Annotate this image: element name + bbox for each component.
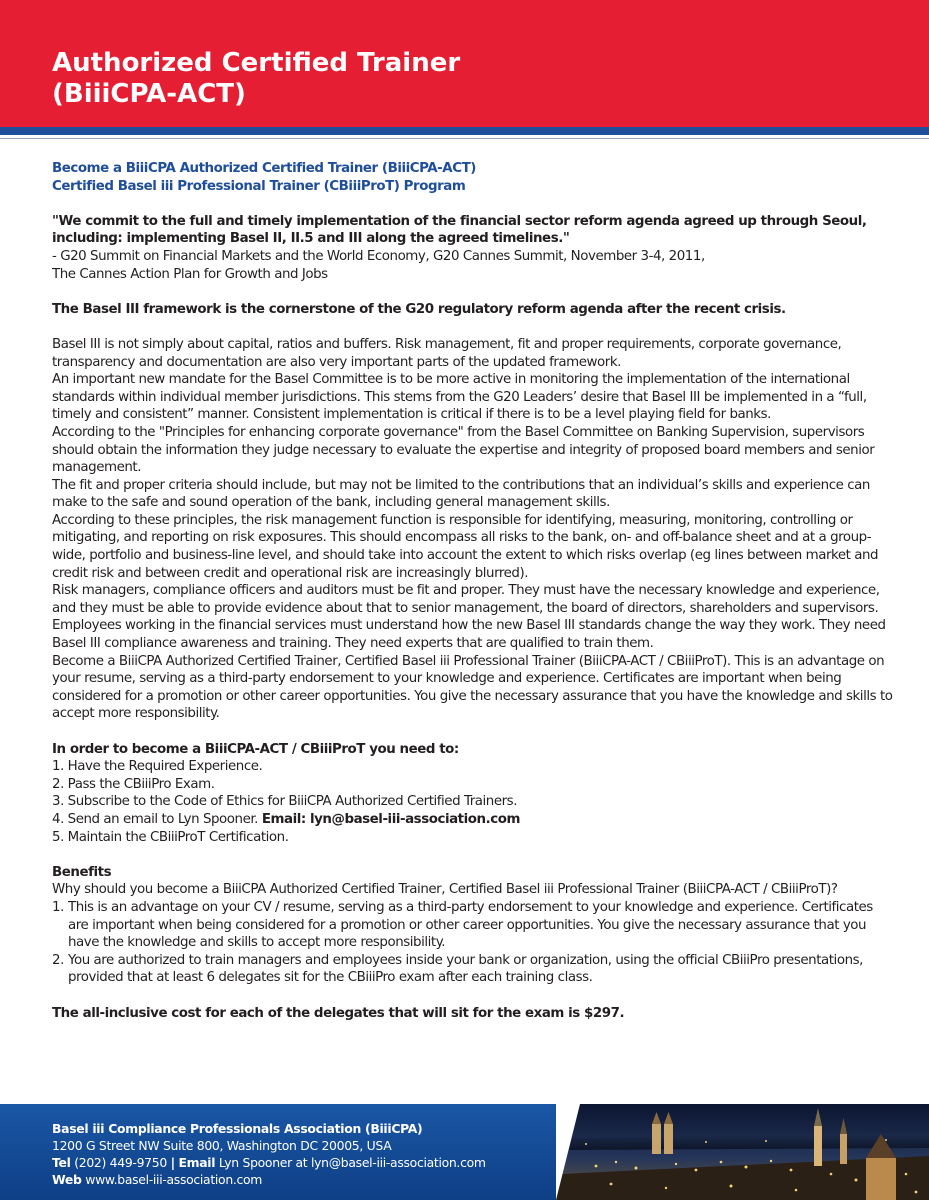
body-paragraph-2: An important new mandate for the Basel Committee is to be more active in monitoring the implementation of the international standards within individual member jurisdictions. This stems from the G20 Leaders’ desire that Basel III be implemented in a “full, timely and consistent” manner. Consistent implementation is critical if there is to be a level playing field for banks. xyxy=(52,372,867,423)
requirement-item: 1. Have the Required Experience. xyxy=(52,759,263,775)
header-banner xyxy=(0,0,929,127)
program-heading-line-1: Become a BiiiCPA Authorized Certified Trainer (BiiiCPA-ACT) xyxy=(52,161,476,176)
quote-source-line-1: - G20 Summit on Financial Markets and the World Economy, G20 Cannes Summit, November 3-4, 2011, xyxy=(52,248,705,264)
benefits-question: Why should you become a BiiiCPA Authorized Certified Trainer, Certified Basel iii Professional Trainer (BiiiCPA-ACT / CBiiiProT)? xyxy=(52,882,838,898)
city-night-photo xyxy=(556,1104,929,1200)
header-gray-rule xyxy=(0,138,929,139)
requirement-item: 2. Pass the CBiiiPro Exam. xyxy=(52,776,215,792)
footer-website-link[interactable]: www.basel-iii-association.com xyxy=(85,1172,263,1187)
title-line-1: Authorized Certified Trainer xyxy=(52,48,461,78)
footer-address: 1200 G Street NW Suite 800, Washington DC 20005, USA xyxy=(52,1138,392,1153)
benefit-item xyxy=(52,899,894,952)
body-paragraph-1: Basel III is not simply about capital, ratios and buffers. Risk management, fit and proper requirements, corporate governance, transparency and documentation are also very important parts of the updated framework. xyxy=(52,336,842,370)
framework-statement: The Basel III framework is the cornerstone of the G20 regulatory reform agenda after the recent crisis. xyxy=(52,301,786,317)
footer-contact xyxy=(52,1120,572,1188)
requirement-item-text: 4. Send an email to Lyn Spooner. xyxy=(52,811,258,827)
document-body xyxy=(52,160,894,1022)
benefit-number: 1. xyxy=(52,899,64,915)
contact-email-link[interactable]: Email: lyn@basel-iii-association.com xyxy=(261,811,520,827)
g20-quote: "We commit to the full and timely implementation of the financial sector reform agenda agreed up through Seoul, including: implementing Basel II, II.5 and III along the agreed timelines." xyxy=(52,213,867,247)
footer-tel-label: Tel xyxy=(52,1155,71,1170)
page-title xyxy=(52,48,460,110)
benefit-item xyxy=(52,952,894,987)
body-paragraph-5: According to these principles, the risk management function is responsible for identifying, measuring, monitoring, controlling or mitigating, and reporting on risk exposures. This should encompass all risks to the bank, on- and off-balance sheet and at a group-wide, portfolio and business-line level, and should take into account the extent to which risks overlap (eg lines between market and credit risk and between credit and operational risk are increasingly blurred). xyxy=(52,512,879,581)
benefit-number: 2. xyxy=(52,952,64,968)
requirement-item: 3. Subscribe to the Code of Ethics for BiiiCPA Authorized Certified Trainers. xyxy=(52,794,517,810)
program-heading-line-2: Certified Basel iii Professional Trainer (CBiiiProT) Program xyxy=(52,178,466,194)
requirement-item: 5. Maintain the CBiiiProT Certification. xyxy=(52,829,289,845)
title-line-2: (BiiiCPA-ACT) xyxy=(52,79,246,109)
footer-web-label: Web xyxy=(52,1172,82,1187)
benefit-text: You are authorized to train managers and employees inside your bank or organization, using the official CBiiiPro presentations, provided that at least 6 delegates sit for the CBiiiPro exam after each training class. xyxy=(68,952,863,986)
requirements-heading: In order to become a BiiiCPA-ACT / CBiiiProT you need to: xyxy=(52,741,459,757)
body-paragraph-4: The fit and proper criteria should include, but may not be limited to the contributions that an individual’s skills and experience can make to the safe and sound operation of the bank, including general management skills. xyxy=(52,477,870,511)
body-paragraph-7: Employees working in the financial services must understand how the new Basel III standards change the way they work. They need Basel III compliance awareness and training. They need experts that are qualified to train them. xyxy=(52,618,886,652)
body-paragraph-6: Risk managers, compliance officers and auditors must be fit and proper. They must have the necessary knowledge and experience, and they must be able to provide evidence about that to senior management, the board of directors, shareholders and supervisors. xyxy=(52,583,880,616)
footer-tel-value[interactable]: (202) 449-9750 xyxy=(74,1155,167,1170)
benefits-heading: Benefits xyxy=(52,864,112,880)
benefit-text: This is an advantage on your CV / resume, serving as a third-party endorsement to your knowledge and experience. Certificates are important when being considered for a promotion or other career opportunities. You give the necessary assurance that you have the knowledge and skills to accept more responsibility. xyxy=(68,899,873,951)
requirement-item-email xyxy=(52,811,894,829)
body-paragraph-8: Become a BiiiCPA Authorized Certified Trainer, Certified Basel iii Professional Trainer (BiiiCPA-ACT / CBiiiProT). This is an advantage on your resume, serving as a third-party endorsement to your knowledge and experience. Certificates are important when being considered for a promotion or other career opportunities. You give the necessary assurance that you have the knowledge and skills to accept more responsibility. xyxy=(52,653,893,722)
footer-org-name: Basel iii Compliance Professionals Association (BiiiCPA) xyxy=(52,1121,423,1136)
footer-web-line xyxy=(52,1171,572,1188)
quote-source-line-2: The Cannes Action Plan for Growth and Jobs xyxy=(52,266,328,282)
footer-email-value[interactable]: Lyn Spooner at lyn@basel-iii-association.com xyxy=(218,1155,486,1170)
header-blue-stripe xyxy=(0,127,929,135)
footer-phone-email-line xyxy=(52,1154,572,1171)
footer-separator: | xyxy=(170,1155,175,1170)
body-paragraph-3: According to the "Principles for enhancing corporate governance" from the Basel Committee on Banking Supervision, supervisors should obtain the information they judge necessary to evaluate the expertise and integrity of proposed board members and senior management. xyxy=(52,424,875,476)
footer-email-label: Email xyxy=(178,1155,216,1170)
cost-statement: The all-inclusive cost for each of the delegates that will sit for the exam is $297. xyxy=(52,1005,625,1021)
